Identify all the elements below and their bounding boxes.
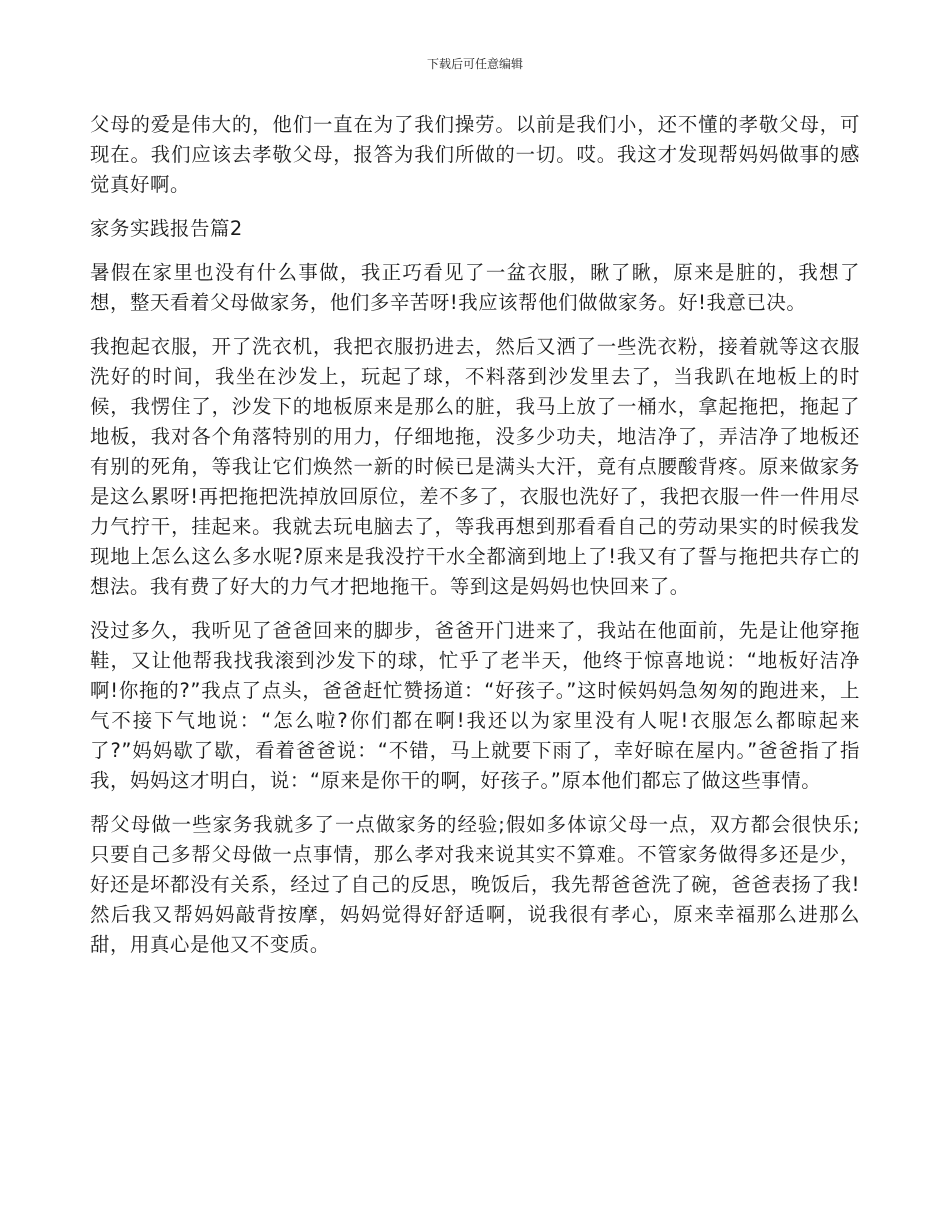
paragraph-laundry: 我抱起衣服，开了洗衣机，我把衣服扔进去，然后又洒了一些洗衣粉，接着就等这衣服洗好的时间，我坐在沙发上，玩起了球，不料落到沙发里去了，当我趴在地板上的时候，我愣住了，沙发下的地板原来是那么的脏，我马上放了一桶水，拿起拖把，拖起了地板，我对各个角落特别的用力，仔细地拖，没多少功夫，地洁净了，弄洁净了地板还有别的死角，等我让它们焕然一新的时候已是满头大汗，竟有点腰酸背疼。原来做家务是这么累呀!再把拖把洗掉放回原位，差不多了，衣服也洗好了，我把衣服一件一件用尽力气拧干，挂起来。我就去玩电脑去了，等我再想到那看看自己的劳动果实的时候我发现地上怎么这么多水呢?原来是我没拧干水全都滴到地上了!我又有了誓与拖把共存亡的想法。我有费了好大的力气才把地拖干。等到这是妈妈也快回来了。 bbox=[90, 335, 860, 598]
paragraph-summer: 暑假在家里也没有什么事做，我正巧看见了一盆衣服，瞅了瞅，原来是脏的，我想了想，整天看着父母做家务，他们多辛苦呀!我应该帮他们做做家务。好!我意已决。 bbox=[90, 261, 860, 314]
document-body bbox=[90, 110, 860, 974]
paragraph-reflection: 帮父母做一些家务我就多了一点做家务的经验;假如多体谅父母一点，双方都会很快乐;只要自己多帮父母做一点事情，那么孝对我来说其实不算难。不管家务做得多还是少，好还是坏都没有关系，经过了自己的反思，晚饭后，我先帮爸爸洗了碗，爸爸表扬了我!然后我又帮妈妈敲背按摩，妈妈觉得好舒适啊，说我很有孝心，原来幸福那么进那么甜，用真心是他又不变质。 bbox=[90, 813, 860, 956]
section-heading: 家务实践报告篇2 bbox=[90, 217, 243, 240]
paragraph-parents-return: 没过多久，我听见了爸爸回来的脚步，爸爸开门进来了，我站在他面前，先是让他穿拖鞋，又让他帮我找我滚到沙发下的球，忙乎了老半天，他终于惊喜地说：“地板好洁净啊!你拖的?”我点了点头，爸爸赶忙赞扬道：“好孩子。”这时候妈妈急匆匆的跑进来，上气不接下气地说：“怎么啦?你们都在啊!我还以为家里没有人呢!衣服怎么都晾起来了?”妈妈歇了歇，看着爸爸说：“不错，马上就要下雨了，幸好晾在屋内。”爸爸指了指我，妈妈这才明白，说：“原来是你干的啊，好孩子。”原本他们都忘了做这些事情。 bbox=[90, 619, 860, 792]
paragraph-intro: 父母的爱是伟大的，他们一直在为了我们操劳。以前是我们小，还不懂的孝敬父母，可现在。我们应该去孝敬父母，报答为我们所做的一切。哎。我这才发现帮妈妈做事的感觉真好啊。 bbox=[90, 113, 860, 196]
page-header: 下载后可任意编辑 bbox=[426, 57, 523, 71]
